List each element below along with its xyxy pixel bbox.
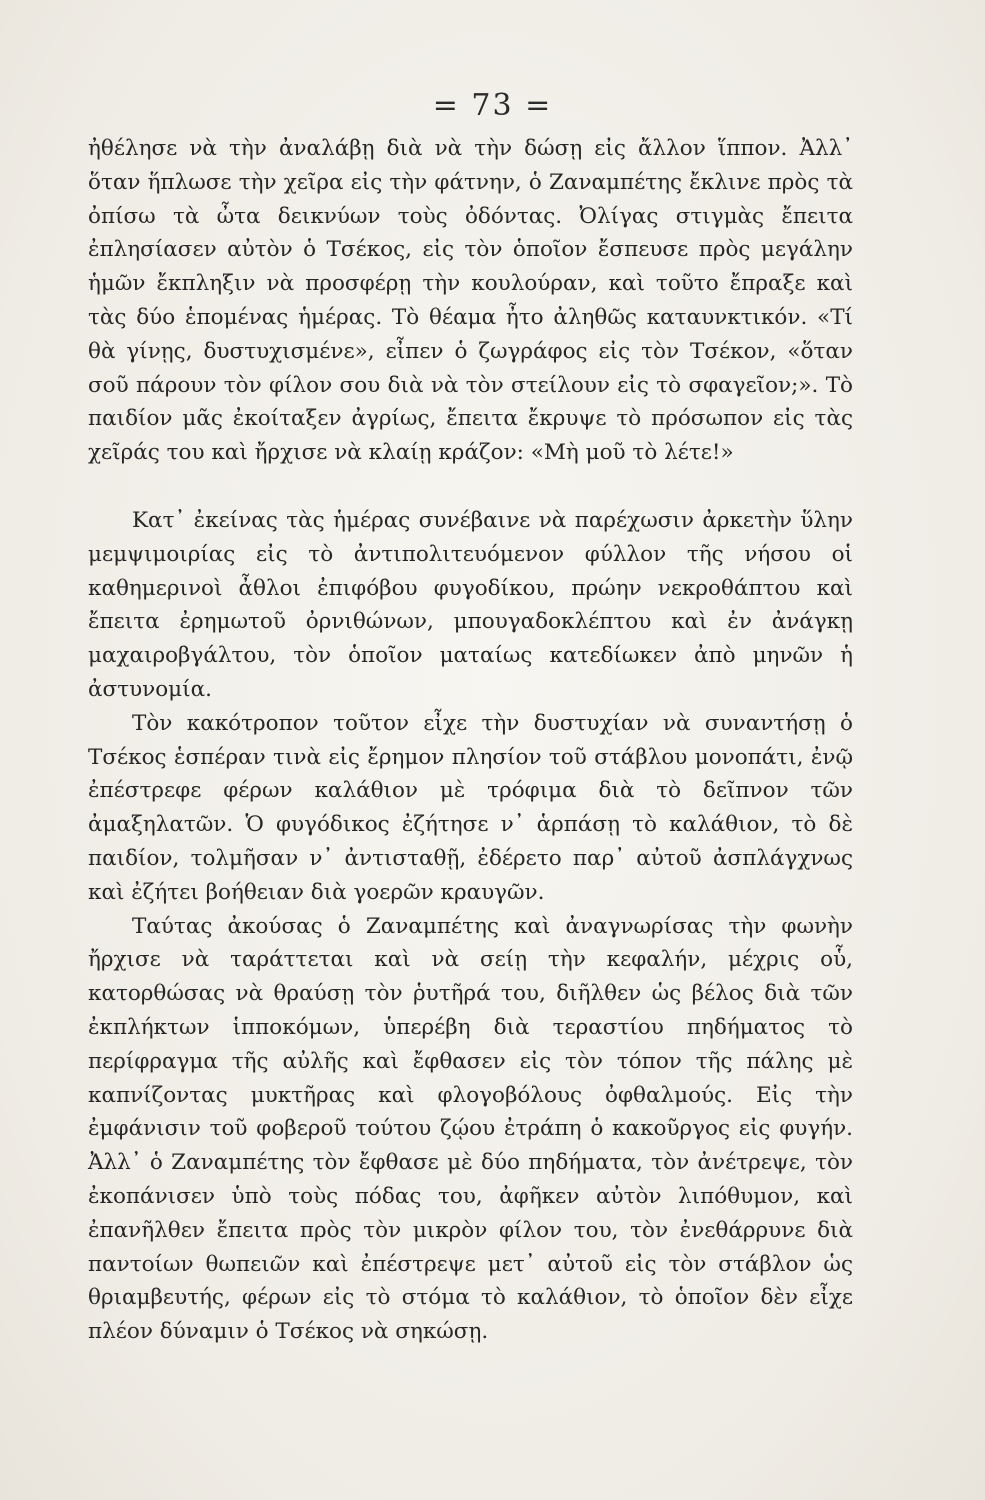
paragraph-4: Ταύτας ἀκούσας ὁ Ζαναμπέτης καὶ ἀναγνωρίσας τὴν φωνὴν ἤρχισε νὰ ταράττεται καὶ νὰ σείῃ τὴν κεφαλήν, μέχρις οὗ, κατορθώσας νὰ θραύσῃ τὸν ῥυτῆρά του, διῆλθεν ὡς βέλος διὰ τῶν ἐκπλήκτων ἱπποκόμων, ὑπερέβη διὰ τεραστίου πηδήματος τὸ περίφραγμα τῆς αὐλῆς καὶ ἔφθασεν εἰς τὸν τόπον τῆς πάλης μὲ καπνίζοντας μυκτῆρας καὶ φλογοβόλους ὀφθαλμούς. Εἰς τὴν ἐμφάνισιν τοῦ φοβεροῦ τούτου ζῴου ἐτράπη ὁ κακοῦργος εἰς φυγήν. Ἀλλ᾽ ὁ Ζαναμπέτης τὸν ἔφθασε μὲ δύο πηδήματα, τὸν ἀνέτρεψε, τὸν ἐκοπάνισεν ὑπὸ τοὺς πόδας του, ἀφῆκεν αὐτὸν λιπόθυμον, καὶ ἐπανῆλθεν ἔπειτα πρὸς τὸν μικρὸν φίλον του, τὸν ἐνεθάρρυνε διὰ παντοίων θωπειῶν καὶ ἐπέστρεψε μετ᾽ αὐτοῦ εἰς τὸν στάβλον ὡς θριαμβευτής, φέρων εἰς τὸ στόμα τὸ καλάθιον, τὸ ὁποῖον δὲν εἶχε πλέον δύναμιν ὁ Τσέκος νὰ σηκώσῃ. — [88, 913, 853, 1345]
page-number: = 73 = — [432, 88, 553, 123]
paragraph-2: Κατ᾽ ἐκείνας τὰς ἡμέρας συνέβαινε νὰ παρέχωσιν ἀρκετὴν ὕλην μεμψιμοιρίας εἰς τὸ ἀντιπολιτευόμενον φύλλον τῆς νήσου οἱ καθημερινοὶ ἆθλοι ἐπιφόβου φυγοδίκου, πρώην νεκροθάπτου καὶ ἔπειτα ἐρημωτοῦ ὀρνιθώνων, μπουγαδοκλέπτου καὶ ἐν ἀνάγκῃ μαχαιροβγάλτου, τὸν ὁποῖον ματαίως κατεδίωκεν ἀπὸ μηνῶν ἡ ἀστυνομία. — [88, 507, 853, 702]
body-text — [88, 132, 853, 1349]
paragraph-1: ἠθέλησε νὰ τὴν ἀναλάβῃ διὰ νὰ τὴν δώσῃ εἰς ἄλλον ἵππον. Ἀλλ᾽ ὅταν ἥπλωσε τὴν χεῖρα εἰς τὴν φάτνην, ὁ Ζαναμπέτης ἔκλινε πρὸς τὰ ὀπίσω τὰ ὦτα δεικνύων τοὺς ὀδόντας. Ὀλίγας στιγμὰς ἔπειτα ἐπλησίασεν αὐτὸν ὁ Τσέκος, εἰς τὸν ὁποῖον ἔσπευσε πρὸς μεγάλην ἡμῶν ἔκπληξιν νὰ προσφέρῃ τὴν κουλούραν, καὶ τοῦτο ἔπραξε καὶ τὰς δύο ἑπομένας ἡμέρας. Τὸ θέαμα ἦτο ἀληθῶς καταυνκτικόν. «Τί θὰ γίνῃς, δυστυχισμένε», εἶπεν ὁ ζωγράφος εἰς τὸν Τσέκον, «ὅταν σοῦ πάρουν τὸν φίλον σου διὰ νὰ τὸν στείλουν εἰς τὸ σφαγεῖον;». Τὸ παιδίον μᾶς ἐκοίταξεν ἀγρίως, ἔπειτα ἔκρυψε τὸ πρόσωπον εἰς τὰς χεῖράς του καὶ ἤρχισε νὰ κλαίῃ κράζον: «Μὴ μοῦ τὸ λέτε!» — [88, 136, 853, 466]
paragraph-3: Τὸν κακότροπον τοῦτον εἶχε τὴν δυστυχίαν νὰ συναντήσῃ ὁ Τσέκος ἑσπέραν τινὰ εἰς ἔρημον πλησίον τοῦ στάβλου μονοπάτι, ἐνῷ ἐπέστρεφε φέρων καλάθιον μὲ τρόφιμα διὰ τὸ δεῖπνον τῶν ἀμαξηλατῶν. Ὁ φυγόδικος ἐζήτησε ν᾽ ἁρπάσῃ τὸ καλάθιον, τὸ δὲ παιδίον, τολμῆσαν ν᾽ ἀντισταθῇ, ἐδέρετο παρ᾽ αὐτοῦ ἀσπλάγχνως καὶ ἐζήτει βοήθειαν διὰ γοερῶν κραυγῶν. — [88, 710, 853, 905]
